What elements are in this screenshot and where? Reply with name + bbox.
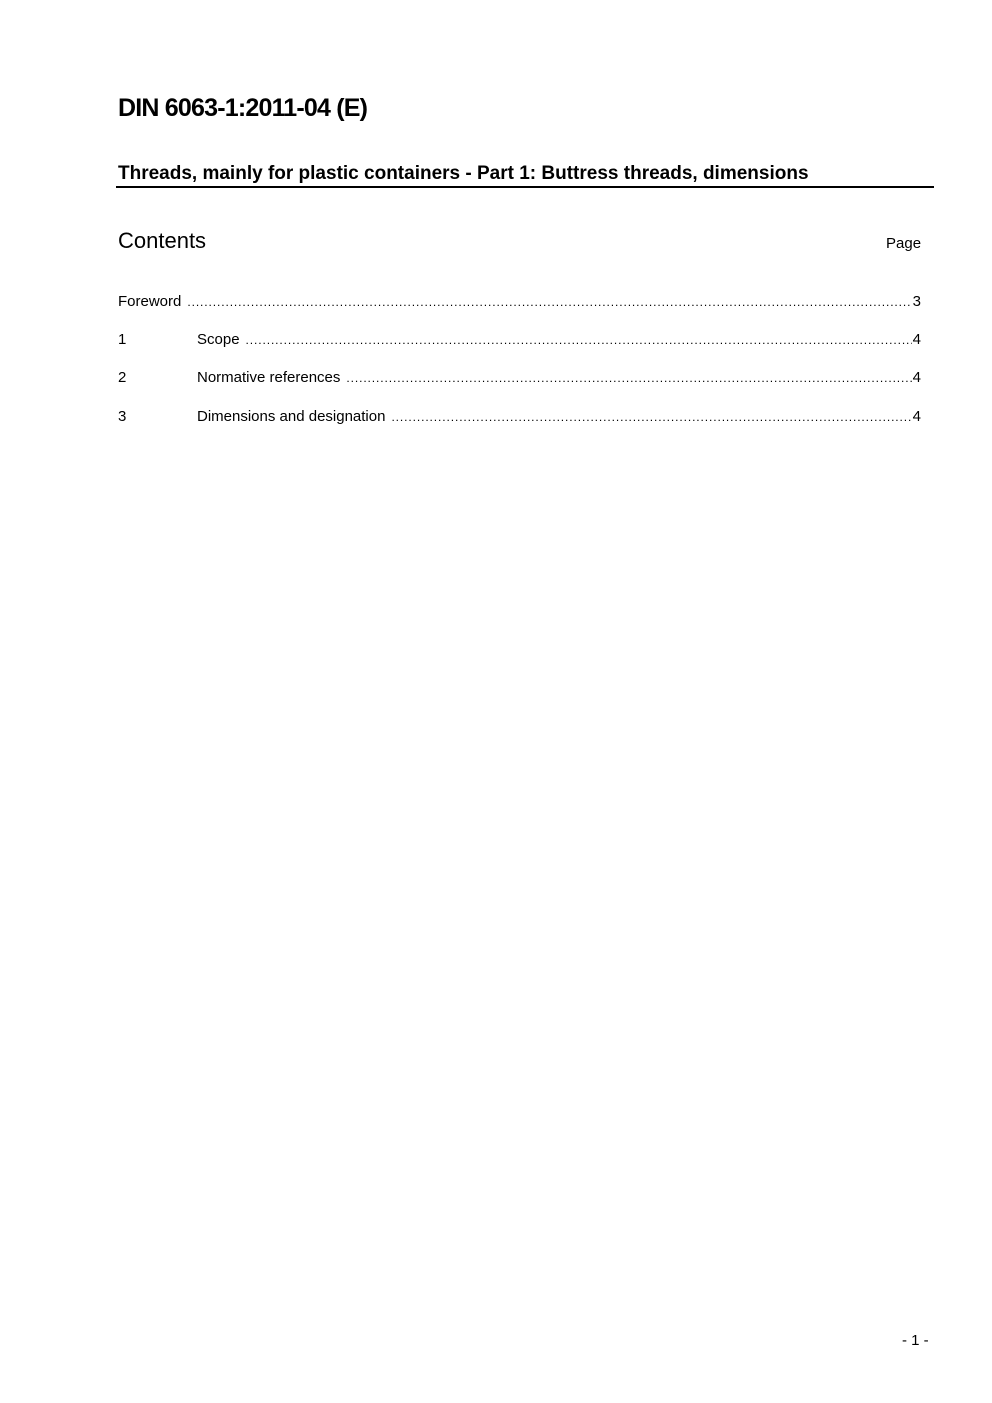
toc-entry-dimensions-and-designation[interactable]	[118, 407, 921, 427]
toc-entry-number: 2	[118, 369, 127, 386]
page-number-footer: - 1 -	[902, 1332, 929, 1349]
toc-dot-leader	[246, 330, 912, 350]
toc-dot-leader	[187, 292, 911, 312]
toc-entry-title: Foreword	[118, 293, 182, 310]
page-column-label: Page	[886, 235, 922, 252]
toc-entry-normative-references[interactable]	[118, 368, 921, 388]
toc-entry-title: Normative references	[197, 369, 341, 386]
toc-entry-title: Scope	[197, 331, 240, 348]
toc-entry-page: 4	[912, 331, 921, 348]
toc-entry-foreword[interactable]	[118, 292, 921, 312]
subtitle-underline	[116, 186, 934, 188]
contents-heading: Contents	[118, 228, 207, 253]
document-title: DIN 6063-1:2011-04 (E)	[118, 94, 368, 122]
toc-dot-leader	[346, 368, 911, 388]
toc-entry-title: Dimensions and designation	[197, 408, 386, 425]
toc-entry-page: 3	[912, 293, 921, 310]
toc-entry-page: 4	[912, 369, 921, 386]
toc-entry-scope[interactable]	[118, 330, 921, 350]
toc-dot-leader	[391, 407, 911, 427]
toc-entry-number: 1	[118, 331, 127, 348]
toc-entry-number: 3	[118, 408, 127, 425]
document-subtitle: Threads, mainly for plastic containers - Part 1: Buttress threads, dimensions	[118, 163, 809, 184]
toc-entry-page: 4	[912, 408, 921, 425]
